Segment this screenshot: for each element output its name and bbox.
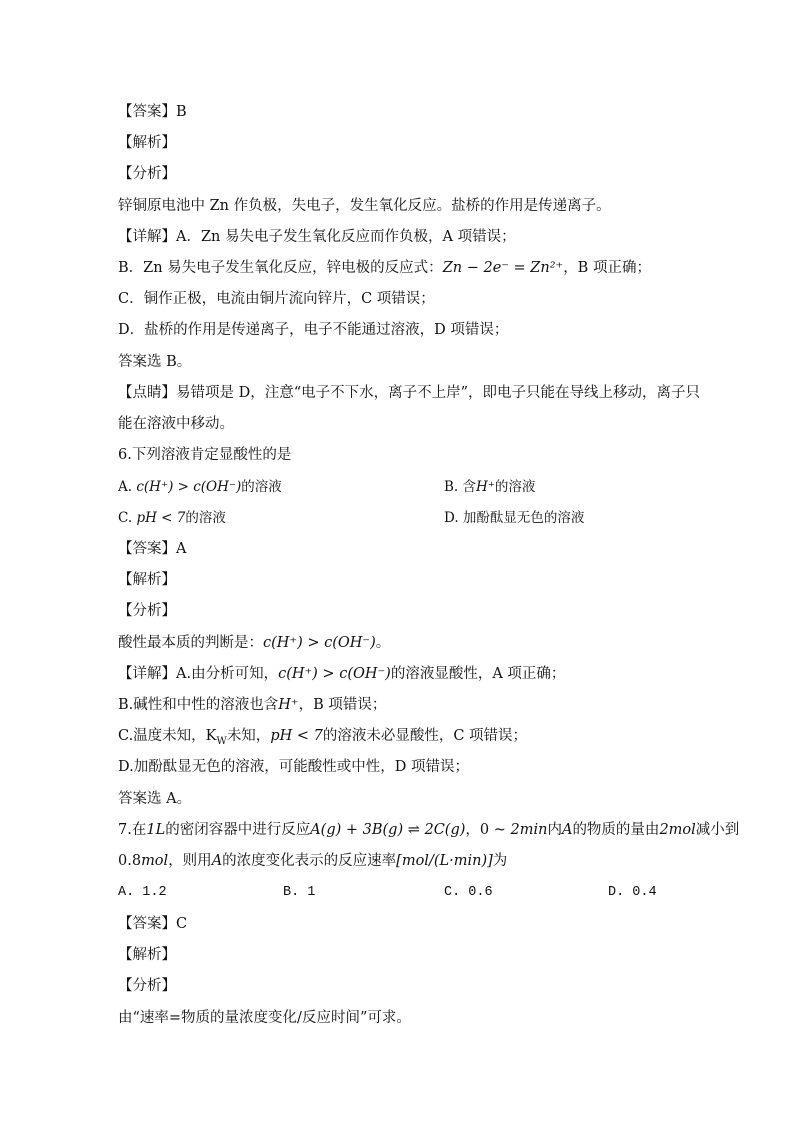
q6-detail-b: [118, 695, 386, 715]
q6-option-a: [118, 477, 282, 497]
q5-detail-b-text: B．Zn 易失电子发生氧化反应，锌电极的反应式：: [118, 260, 443, 276]
q7-answer: 【答案】C: [118, 916, 188, 932]
q7-option-d: D. 0.4: [608, 885, 657, 900]
q7-stem-1j: 2mol: [659, 822, 696, 838]
q6-fenxi-eq: c(H⁺) > c(OH⁻): [263, 635, 376, 651]
q7-stem-1c: 的密闭容器中进行反应: [165, 822, 311, 838]
q6-detail-a-eq: c(H⁺) > c(OH⁻): [278, 666, 391, 682]
q6-option-d: D. 加酚酞显无色的溶液: [444, 510, 585, 526]
q6-detail-a-pre: 【详解】A.由分析可知，: [118, 666, 279, 682]
q6-detail-b-eq: H⁺: [278, 697, 299, 713]
q7-stem-2g: 为: [492, 853, 508, 869]
q6-detail-c-post: 的溶液未必显酸性，C 项错误；: [322, 728, 528, 744]
q6-answer: 【答案】A: [118, 541, 187, 557]
q6-option-b-label: B. 含: [444, 479, 477, 495]
q6-option-c-label: C.: [118, 510, 133, 526]
q6-detail-c-sub: W: [216, 735, 227, 747]
q6-detail-b-pre: B.碱性和中性的溶液也含: [118, 697, 279, 713]
q7-stem-2c: ，则用: [168, 853, 212, 869]
q6-fenxi-post: 。: [375, 635, 391, 651]
q5-detail-b: [118, 258, 651, 278]
q6-fenxi-heading: 【分析】: [118, 603, 176, 619]
q6-detail-a: [118, 664, 565, 684]
q6-option-c-eq: pH < 7: [136, 510, 186, 526]
q6-detail-c-pre: C.温度未知，K: [118, 728, 217, 744]
q7-option-b: B. 1: [283, 885, 316, 900]
q7-stem-1e: ，0 ~: [465, 822, 511, 838]
q7-stem-line2: [118, 851, 507, 871]
q5-detail-a: 【详解】A．Zn 易失电子发生氧化反应而作负极，A 项错误；: [118, 229, 516, 245]
q7-option-c: C. 0.6: [444, 885, 493, 900]
q5-fenxi-heading: 【分析】: [118, 166, 176, 182]
q5-tip-line1: 【点睛】易错项是 D，注意“电子不下水，离子不上岸”，即电子只能在导线上移动，离子只: [118, 385, 701, 401]
q7-stem-2b: mol: [141, 853, 169, 869]
q5-detail-b-tail: ，B 项正确；: [563, 260, 651, 276]
q6-option-b: [444, 477, 535, 497]
q6-fenxi-text: [118, 633, 390, 653]
q7-reaction-equation: A(g) + 3B(g) ⇌ 2C(g): [310, 822, 466, 838]
q5-analysis-heading: 【解析】: [118, 135, 176, 151]
q6-option-a-label: A.: [118, 479, 133, 495]
q7-stem-2a: 0.8: [118, 853, 142, 869]
q6-option-b-text: 的溶液: [494, 479, 536, 495]
q6-fenxi-pre: 酸性最本质的判断是：: [118, 635, 263, 651]
q6-detail-b-post: ，B 项错误；: [298, 697, 387, 713]
q7-stem-2d: A: [211, 853, 223, 869]
q5-detail-d: D．盐桥的作用是传递离子，电子不能通过溶液，D 项错误；: [118, 322, 509, 338]
q6-option-a-eq: c(H⁺) > c(OH⁻): [136, 479, 242, 495]
q7-option-a: A. 1.2: [118, 885, 167, 900]
q5-detail-c: C．铜作正极，电流由铜片流向锌片，C 项错误；: [118, 291, 435, 307]
q7-stem-2e: 的浓度变化表示的反应速率: [222, 853, 397, 869]
q5-tip-line2: 能在溶液中移动。: [118, 416, 234, 432]
q6-detail-c-eq: pH < 7: [270, 728, 323, 744]
q6-option-a-text: 的溶液: [241, 479, 282, 495]
q7-stem-1g: 内: [547, 822, 562, 838]
q6-option-b-eq: H⁺: [476, 479, 495, 495]
q7-fenxi-heading: 【分析】: [118, 978, 176, 994]
q7-rate-unit: [mol/(L·min)]: [396, 853, 493, 869]
q6-detail-a-post: 的溶液显酸性，A 项正确；: [390, 666, 566, 682]
q7-stem-1i: 的物质的量由: [572, 822, 660, 838]
q5-electrode-equation: Zn − 2e⁻ = Zn²⁺: [442, 260, 564, 276]
q6-detail-c-mid: 未知，: [226, 728, 271, 744]
q7-stem-1a: 7.在: [118, 822, 147, 838]
q6-stem: 6.下列溶液肯定显酸性的是: [118, 447, 292, 463]
q6-option-c-text: 的溶液: [185, 510, 226, 526]
q6-analysis-heading: 【解析】: [118, 572, 176, 588]
q6-option-c: [118, 508, 226, 528]
q7-stem-1f: 2min: [510, 822, 548, 838]
q5-answer: 【答案】B: [118, 104, 187, 120]
q7-stem-line1: [118, 820, 739, 840]
q7-analysis-heading: 【解析】: [118, 947, 176, 963]
q7-stem-1b: 1L: [146, 822, 166, 838]
q5-fenxi-text: 锌铜原电池中 Zn 作负极，失电子，发生氧化反应。盐桥的作用是传递离子。: [118, 198, 611, 214]
q6-detail-c: [118, 726, 527, 752]
q7-fenxi-text: 由“速率=物质的量浓度变化/反应时间”可求。: [118, 1010, 411, 1026]
q7-stem-1k: 减小到: [695, 822, 740, 838]
q5-choose: 答案选 B。: [118, 354, 192, 370]
q6-choose: 答案选 A。: [118, 791, 192, 807]
q7-stem-1h: A: [561, 822, 573, 838]
q6-detail-d: D.加酚酞显无色的溶液，可能酸性或中性，D 项错误；: [118, 759, 469, 775]
